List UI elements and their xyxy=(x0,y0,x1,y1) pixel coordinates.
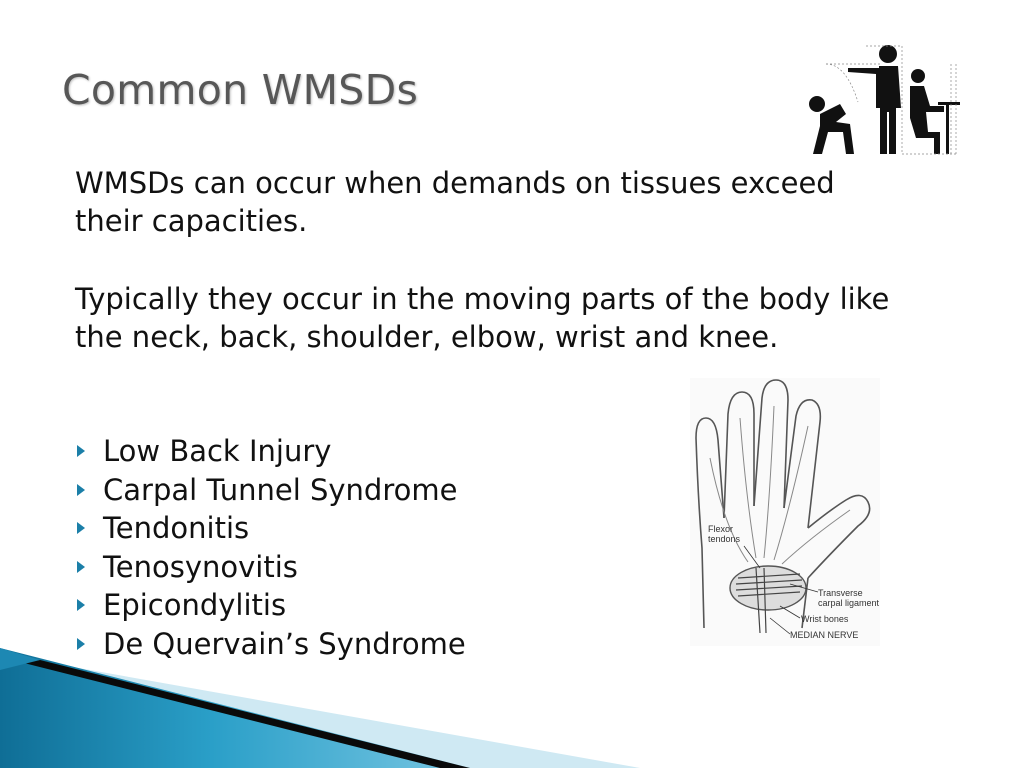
list-item-label: Epicondylitis xyxy=(103,588,287,622)
triangle-right-icon xyxy=(77,522,85,534)
list-item-label: Carpal Tunnel Syndrome xyxy=(103,472,458,507)
label-transverse-ligament: Transverse carpal ligament xyxy=(818,588,880,608)
triangle-right-icon xyxy=(77,561,85,573)
triangle-right-icon xyxy=(77,599,85,611)
list-item xyxy=(75,586,466,625)
paragraph-demands: WMSDs can occur when demands on tissues exceed their capacities. xyxy=(75,166,835,238)
list-item-label: De Quervain’s Syndrome xyxy=(103,626,466,661)
wmsd-list xyxy=(75,432,466,663)
label-median-nerve: MEDIAN NERVE xyxy=(790,630,859,640)
triangle-right-icon xyxy=(77,445,85,457)
list-item-label: Tendonitis xyxy=(103,511,250,545)
label-flexor-tendons: Flexor tendons xyxy=(708,524,741,544)
slide-title: Common WMSDs xyxy=(62,66,419,114)
list-item xyxy=(75,471,466,510)
list-item xyxy=(75,509,466,548)
list-item-label: Low Back Injury xyxy=(103,434,332,468)
list-item xyxy=(75,548,466,587)
hand-anatomy-diagram xyxy=(690,378,880,646)
paragraph-moving-parts: Typically they occur in the moving parts of the body like the neck, back, shoulder, elbow, wrist and knee. xyxy=(75,282,890,354)
label-wrist-bones: Wrist bones xyxy=(801,614,849,624)
ergonomics-figures-icon xyxy=(806,42,964,160)
triangle-right-icon xyxy=(77,484,85,496)
decorative-wave-band xyxy=(0,640,1024,768)
list-item xyxy=(75,432,466,471)
list-item-label: Tenosynovitis xyxy=(103,549,298,584)
